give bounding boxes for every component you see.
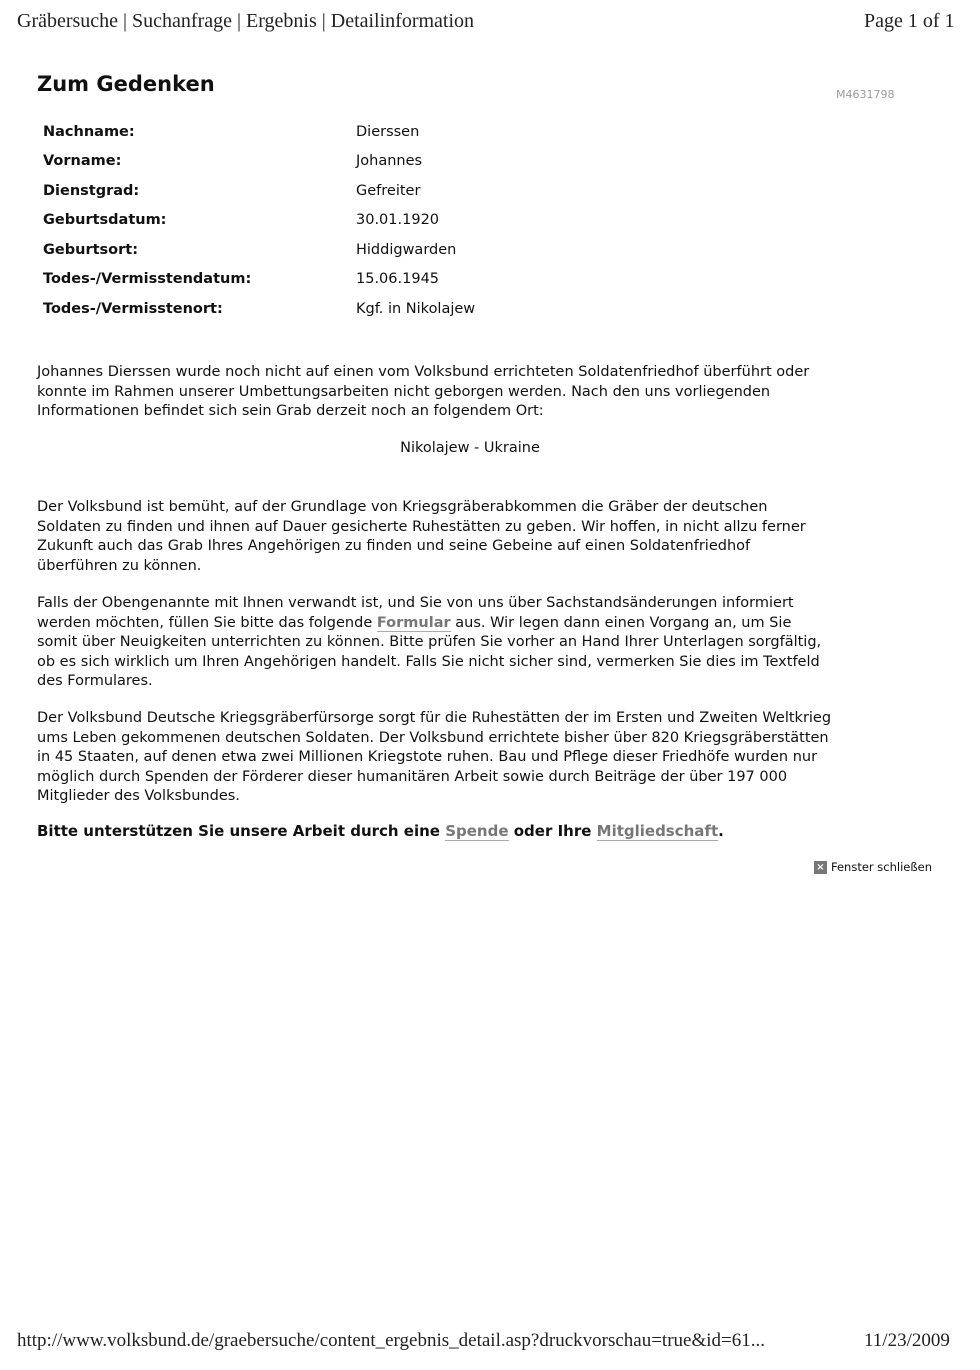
page-title: Zum Gedenken: [37, 72, 215, 96]
text-line: konnte im Rahmen unserer Umbettungsarbeiten nicht geborgen werden. Nach den uns vorliegenden: [37, 383, 771, 400]
field-value: Kgf. in Nikolajew: [356, 301, 476, 317]
field-value: 30.01.1920: [356, 212, 440, 228]
field-value: Hiddigwarden: [356, 242, 457, 258]
breadcrumb: Gräbersuche | Suchanfrage | Ergebnis | Detailinformation: [17, 10, 475, 32]
text-line: Der Volksbund ist bemüht, auf der Grundlage von Kriegsgräberabkommen die Gräber der deutschen: [37, 499, 768, 515]
spende-link[interactable]: Spende: [445, 822, 509, 840]
field-label: Geburtsort:: [43, 242, 138, 258]
grave-location: Nikolajew - Ukraine: [400, 440, 540, 456]
text: aus. Wir legen dann einen Vorgang an, um Sie: [450, 614, 792, 631]
text-line: [37, 614, 821, 634]
field-label: Dienstgrad:: [43, 183, 140, 199]
close-icon: ×: [814, 861, 827, 874]
support-appeal: [37, 822, 724, 840]
field-label: Todes-/Vermisstendatum:: [43, 271, 252, 287]
text-line: Zukunft auch das Grab Ihres Angehörigen zu finden und seine Gebeine auf einen Soldatenfriedhof: [37, 538, 751, 554]
field-value: Johannes: [356, 153, 423, 169]
paragraph-form: [37, 594, 821, 692]
text: Bitte unterstützen Sie unsere Arbeit durch eine: [37, 822, 446, 840]
text-line: ob es sich wirklich um Ihren Angehörigen handelt. Falls Sie nicht sicher sind, vermerken Sie dies im Textfeld: [37, 653, 820, 670]
paragraph-about: [37, 709, 831, 807]
field-value: 15.06.1945: [356, 271, 440, 287]
text-line: Falls der Obengenannte mit Ihnen verwandt ist, und Sie von uns über Sachstandsänderungen informiert: [37, 595, 794, 611]
text: oder Ihre: [508, 822, 597, 840]
page-number: Page 1 of 1: [864, 10, 955, 32]
mitgliedschaft-link[interactable]: Mitgliedschaft: [596, 822, 719, 840]
field-label: Todes-/Vermisstenort:: [43, 301, 223, 317]
paragraph-status: [37, 363, 809, 422]
text: werden möchten, füllen Sie bitte das folgende: [37, 614, 377, 631]
text-line: Johannes Dierssen wurde noch nicht auf einen vom Volksbund errichteten Soldatenfriedhof überführt oder: [37, 364, 810, 380]
paragraph-mission: [37, 498, 806, 576]
formular-link[interactable]: Formular: [376, 614, 451, 631]
footer-url: http://www.volksbund.de/graebersuche/content_ergebnis_detail.asp?druckvorschau=true&id=61...: [17, 1330, 765, 1351]
footer-date: 11/23/2009: [864, 1330, 950, 1351]
record-id: M4631798: [836, 88, 895, 101]
text-line: überführen zu können.: [37, 557, 202, 574]
field-label: Nachname:: [43, 124, 135, 140]
field-value: Dierssen: [356, 124, 420, 140]
text-line: möglich durch Spenden der Förderer dieser humanitären Arbeit sowie durch Beiträge der über 197 000: [37, 768, 788, 785]
text-line: Soldaten zu finden und ihnen auf Dauer gesicherte Ruhestätten zu geben. Wir hoffen, in nicht allzu ferner: [37, 518, 806, 535]
text-line: Mitglieder des Volksbundes.: [37, 788, 240, 804]
text-line: Informationen befindet sich sein Grab derzeit noch an folgendem Ort:: [37, 403, 544, 419]
close-label: Fenster schließen: [831, 860, 932, 874]
field-value: Gefreiter: [356, 183, 421, 199]
text-line: somit über Neuigkeiten unterrichten zu können. Bitte prüfen Sie vorher an Hand Ihrer Unterlagen sorgfältig,: [37, 634, 822, 650]
close-window-button[interactable]: [814, 860, 932, 874]
field-label: Vorname:: [43, 153, 122, 169]
field-label: Geburtsdatum:: [43, 212, 167, 228]
text-line: ums Leben gekommenen deutschen Soldaten. Der Volksbund errichtete bisher über 820 Kriegsgräberstätten: [37, 729, 829, 746]
text-line: des Formulares.: [37, 673, 153, 689]
text: .: [718, 822, 724, 840]
text-line: Der Volksbund Deutsche Kriegsgräberfürsorge sorgt für die Ruhestätten der im Ersten und Zweiten Weltkrieg: [37, 710, 832, 726]
text-line: in 45 Staaten, auf denen etwa zwei Millionen Kriegstote ruhen. Bau und Pflege dieser Friedhöfe wurden nur: [37, 749, 818, 765]
